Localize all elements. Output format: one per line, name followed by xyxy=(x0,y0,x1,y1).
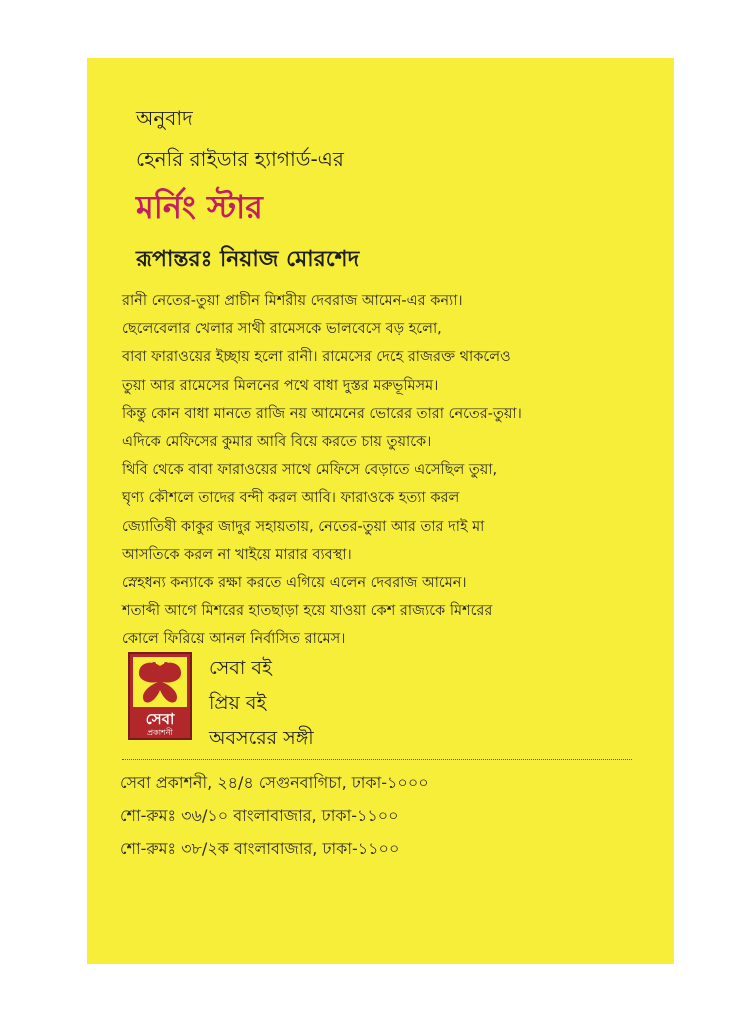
logo-subtext: প্রকাশনী xyxy=(147,728,173,737)
blurb-line: তুয়া আর রামেসের মিলনের পথে বাধা দুস্তর মরুভূমিসম। xyxy=(122,377,439,394)
blurb-line: শতাব্দী আগে মিশরের হাতছাড়া হয়ে যাওয়া কেশ রাজ্যকে মিশরের xyxy=(122,603,493,620)
publisher-address: সেবা প্রকাশনী, ২৪/৪ সেগুনবাগিচা, ঢাকা-১০০০ xyxy=(120,773,429,792)
blurb-line: স্নেহধন্য কন্যাকে রক্ষা করতে এগিয়ে এলেন দেবরাজ আমেন। xyxy=(122,575,467,592)
publisher-logo xyxy=(128,652,192,740)
blurb-line: কিন্তু কোন বাধা মানতে রাজি নয় আমেনের ভোরের তারা নেতের-তুয়া। xyxy=(122,405,522,422)
blurb-line: কোলে ফিরিয়ে আনল নির্বাসিত রামেস। xyxy=(122,631,346,648)
blurb xyxy=(122,287,662,654)
book-title: মর্নিং স্টার xyxy=(136,188,263,226)
showroom-address: শো-রুমঃ ৩৬/১০ বাংলাবাজার, ঢাকা-১১০০ xyxy=(120,806,399,825)
blurb-line: আসতিকে করল না খাইয়ে মারার ব্যবস্থা। xyxy=(122,546,352,563)
divider xyxy=(122,759,632,760)
tagline: প্রিয় বই xyxy=(209,692,267,714)
blurb-line: জ্যোতিষী কাকুর জাদুর সহায়তায়, নেতের-তুয়া আর তার দাই মা xyxy=(122,518,485,535)
showroom-address: শো-রুমঃ ৩৮/২ক বাংলাবাজার, ঢাকা-১১০০ xyxy=(120,839,400,858)
blurb-line: রানী নেতের-তুয়া প্রাচীন মিশরীয় দেবরাজ আমেন-এর কন্যা। xyxy=(122,293,463,309)
tagline: সেবা বই xyxy=(209,657,272,679)
blurb-line: থিবি থেকে বাবা ফারাওয়ের সাথে মেফিসে বেড়াতে এসেছিল তুয়া, xyxy=(122,462,498,479)
translator-line: রূপান্তরঃ নিয়াজ মোরশেদ xyxy=(136,247,360,272)
blurb-line: বাবা ফারাওয়ের ইচ্ছায় হলো রানী। রামেসের দেহে রাজরক্ত থাকলেও xyxy=(122,349,511,366)
logo-text: সেবা xyxy=(145,710,175,728)
tagline: অবসরের সঙ্গী xyxy=(209,727,314,749)
blurb-line: ঘৃণ্য কৌশলে তাদের বন্দী করল আবি। ফারাওকে হত্যা করল xyxy=(122,490,460,507)
blurb-line: এদিকে মেফিসের কুমার আবি বিয়ে করতে চায় তুয়াকে। xyxy=(122,434,432,451)
author-line: হেনরি রাইডার হ্যাগার্ড-এর xyxy=(136,147,344,171)
translation-label: অনুবাদ xyxy=(136,106,193,130)
blurb-line: ছেলেবেলার খেলার সাথী রামেসকে ভালবেসে বড় হলো, xyxy=(122,321,442,338)
butterfly-logo-icon xyxy=(130,654,190,738)
